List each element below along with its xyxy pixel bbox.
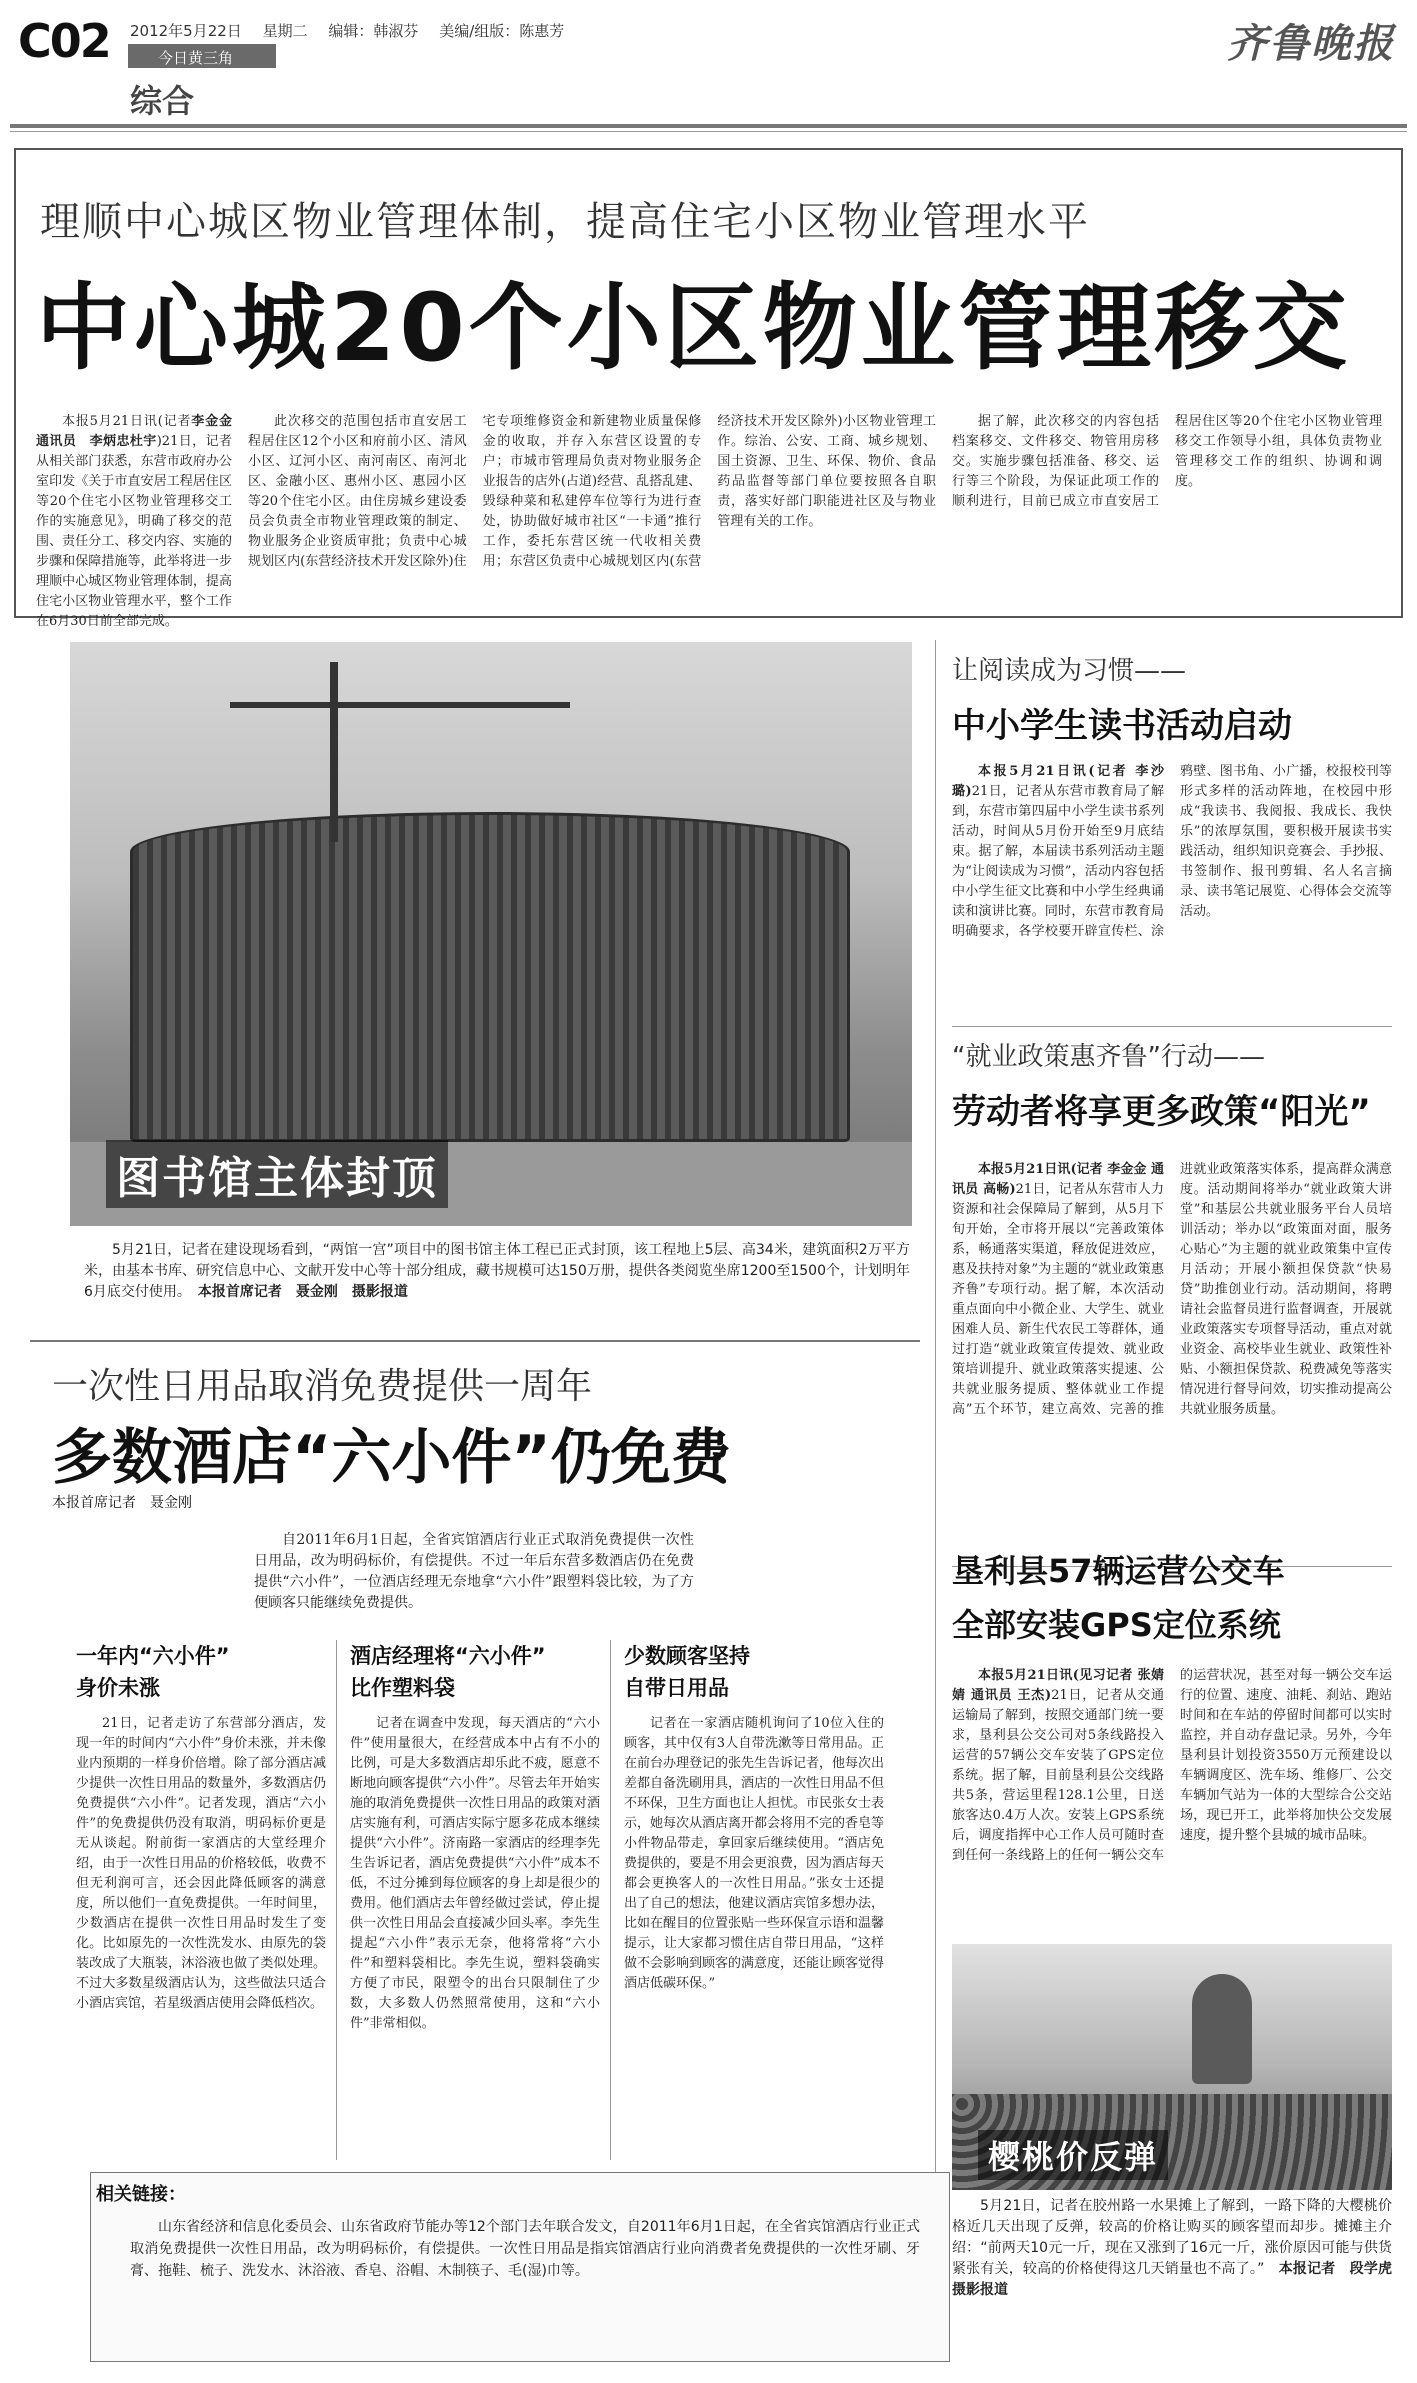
hotel-col3-head-1: 少数顾客坚持 xyxy=(624,1644,750,1668)
hotel-col3-head-2: 自带日用品 xyxy=(624,1676,729,1700)
right-column-divider xyxy=(935,640,936,2350)
library-photo-overlay-title: 图书馆主体封顶 xyxy=(106,1140,448,1208)
lead-byline-prefix: 本报5月21日讯(记者 xyxy=(62,414,192,429)
issue-weekday: 星期二 xyxy=(262,22,308,40)
hotel-story-rule xyxy=(30,1340,920,1342)
page-number: C02 xyxy=(18,14,110,68)
reading-body-text: 21日，记者从东营市教育局了解到，东营市第四届中小学生读书系列活动，时间从5月份开始至9月底结束。据了解，本届读书系列活动主题为“让阅读成为习惯”，活动内容包括中小学生征文比赛和中小学生经典诵读和演讲比赛。同时，东营市教育局明确要求，各学校要开辟宣传栏、涂鸦壁、图书角、小广播，校报校刊等形式多样的活动阵地，在校园中形成“我读书、我阅报、我成长、我快乐”的浓厚氛围，要积极开展读书实践活动，组织知识竞赛会、手抄报、书签制作、报刊剪辑、名人名言摘录、读书笔记展览、心得体会交流等活动。 xyxy=(952,764,1392,939)
hotel-col3-body xyxy=(624,1714,884,2154)
related-link-label: 相关链接： xyxy=(96,2184,186,2205)
hotel-col2-body xyxy=(350,1714,600,2154)
cherry-photo xyxy=(952,1944,1392,2190)
bus-byline: 本报5月21日讯(见习记者 张婧婧 通讯员 王杰) xyxy=(952,1668,1164,1703)
hotel-subtitle: 一次性日用品取消免费提供一周年 xyxy=(52,1366,593,1407)
library-photo xyxy=(70,642,912,1226)
bus-title-line-1: 垦利县57辆运营公交车 xyxy=(952,1552,1285,1590)
masthead-rule-thin xyxy=(10,131,1407,132)
bus-body xyxy=(952,1666,1392,1934)
hotel-summary xyxy=(254,1530,694,1620)
issue-art: 美编/组版：陈惠芳 xyxy=(439,22,565,40)
lead-byline-names: 李金金 通讯员 李炳忠杜宇 xyxy=(36,414,245,449)
employment-title: 劳动者将享更多政策“阳光” xyxy=(952,1092,1371,1132)
hotel-col2-body-text: 记者在调查中发现，每天酒店的“六小件”使用量很大，在经营成本中占有不小的比例，可是大多数酒店却乐此不疲，愿意不断地向顾客提供“六小件”。尽管去年开始实施的取消免费提供一次性日用品的政策对酒店实施有利，可酒店实际宁愿多花成本继续提供“六小件”。济南路一家酒店的经理李先生告诉记者，酒店免费提供“六小件”成本不低，不过分摊到每位顾客的身上却是很少的费用。他们酒店去年曾经做过尝试，停止提供一次性日用品会直接减少回头率。李先生提起“六小件”表示无奈，他将常将“六小件”和塑料袋相比。李先生说，塑料袋确实方便了市民，限塑令的出台只限制住了少数，大多数人仍然照常使用，这和“六小件”非常相似。 xyxy=(350,1716,600,2031)
reading-kicker: 让阅读成为习惯—— xyxy=(952,656,1187,686)
lead-column-3-text: 据了解，此次移交的内容包括档案移交、文件移交、物管用房移交。实施步骤包括准备、移交、运行等三个阶段，为保证此项工作的顺利进行，目前已成立市直安居工程居住区等20个住宅小区物业管理移交工作领导小组，具体负责物业管理移交工作的组织、协调和调度。 xyxy=(952,414,1382,509)
hotel-column-2 xyxy=(350,1640,600,2154)
zone-tag: 今日黄三角 xyxy=(128,44,276,68)
lead-column-1-text: 21日，记者从相关部门获悉，东营市政府办公室印发《关于市直安居工程居住区等20个住宅小区物业管理移交工作的实施意见》，明确了移交的范围、责任分工、移交内容、实施的步骤和保障措施等，此举将进一步理顺中心城区物业管理体制，提高住宅小区物业管理水平，整个工作在6月30日前全部完成。 xyxy=(36,434,232,629)
hotel-col1-body xyxy=(76,1714,326,2154)
hotel-column-3 xyxy=(624,1640,884,2154)
newspaper-logo: 齐鲁晚报 xyxy=(1227,20,1395,67)
crane-mast-shape xyxy=(330,662,338,842)
lead-title: 中心城20个小区物业管理移交 xyxy=(36,274,1351,383)
cherry-caption xyxy=(952,2196,1406,2346)
bus-body-text: 21日，记者从交通运输局了解到，按照交通部门统一要求，垦利县公交公司对5条线路投入运营的57辆公交车安装了GPS定位系统。据了解，目前垦利县公交线路共5条，营运里程128.1公里，日送旅客达0.4万人次。安装上GPS系统后，调度指挥中心工作人员可随时查到任何一条线路上的任何一辆公交车的运营状况，甚至对每一辆公交车运行的位置、速度、油耗、刹站、跑站时间和在车站的停留时间都可以实时监控，并自动存盘记录。另外，今年垦利县计划投资3550万元预建设以车辆调度区、洗车场、维修厂、公交车辆加气站为一体的大型综合公交站场，现已开工，此举将加快公交发展速度，提升整个县城的城市品味。 xyxy=(952,1668,1392,1863)
lead-column-2 xyxy=(248,412,936,602)
employment-kicker: “就业政策惠齐鲁”行动—— xyxy=(952,1042,1265,1072)
crane-jib-shape xyxy=(230,702,570,708)
hotel-col2-head-1: 酒店经理将“六小件” xyxy=(350,1644,546,1668)
employment-body xyxy=(952,1160,1392,1560)
employment-body-text: 21日，记者从东营市人力资源和社会保障局了解到，从5月下旬开始，全市将开展以“完善政策体系，畅通落实渠道，释放促进效应，惠及扶持对象”为主题的“就业政策惠齐鲁”专项行动。据了解，本次活动重点面向中小微企业、大学生、就业困难人员、新生代农民工等群体，通过打造“就业政策宣传提效、就业政策培训提升、就业政策落实提速、公共就业服务提质、整体就业工作提高”五个环节，建立高效、完善的推进就业政策落实体系，提高群众满意度。活动期间将举办“就业政策大讲堂”和基层公共就业服务平台人员培训活动；举办以“政策面对面，服务心贴心”为主题的就业政策集中宣传月活动；开展小额担保贷款“快易贷”助推创业行动。活动期间，将聘请社会监督员进行监督调查，开展就业政策落实专项督导活动，重点对就业资金、高校毕业生就业、政策性补贴、小额担保贷款、税费减免等落实情况进行督导问效，切实推动提高公共就业服务质量。 xyxy=(952,1162,1392,1417)
hotel-byline: 本报首席记者 聂金刚 xyxy=(52,1495,192,1511)
vendor-shape xyxy=(1192,1974,1252,2084)
hotel-title: 多数酒店“六小件”仍免费 xyxy=(52,1423,731,1493)
reading-body xyxy=(952,762,1392,1020)
library-caption-credit: 本报首席记者 聂金刚 摄影报道 xyxy=(197,1284,408,1300)
related-link-text: 山东省经济和信息化委员会、山东省政府节能办等12个部门去年联合发文，自2011年6月1日起，在全省宾馆酒店行业正式取消免费提供一次性日用品，改为明码标价，有偿提供。一次性日用品是指宾馆酒店行业向消费者免费提供的一次性牙刷、牙膏、拖鞋、梳子、洗发水、沐浴液、香皂、浴帽、木制筷子、毛(湿)巾等。 xyxy=(130,2219,920,2279)
hotel-col2-head-2: 比作塑料袋 xyxy=(350,1676,455,1700)
hotel-column-divider-2 xyxy=(610,1640,611,2160)
bus-title-line-2: 全部安装GPS定位系统 xyxy=(952,1606,1281,1644)
reading-rule xyxy=(952,1026,1392,1027)
library-building-shape xyxy=(130,812,850,1142)
hotel-col1-body-text: 21日，记者走访了东营部分酒店，发现一年的时间内“六小件”身价未涨，并未像业内预期的一样身价倍增。除了部分酒店减少提供一次性日用品的数量外，多数酒店仍免费提供“六小件”。记者发现，酒店“六小件”的免费提供仍没有取消，明码标价更是无从谈起。附前街一家酒店的大堂经理介绍，由于一次性日用品的价格较低，收费不但无利润可言，还会因此降低顾客的满意度，所以他们一直免费提供。一年时间里，少数酒店在提供一次性日用品时发生了变化。比如原先的一次性洗发水、由原先的袋装改成了大瓶装，沐浴液也做了类似处理。不过大多数星级酒店认为，这些做法只适合小酒店宾馆，若星级酒店使用会降低档次。 xyxy=(76,1716,326,2011)
hotel-col3-body-text: 记者在一家酒店随机询问了10位入住的顾客，其中仅有3人自带洗漱等日常用品。正在前台办理登记的张先生告诉记者，他每次出差都自备洗刷用具，酒店的一次性日用品不但不环保，卫生方面也让人担忧。市民张女士表示，她每次从酒店离开都会将用不完的香皂等小件物品带走，拿回家后继续使用。“酒店免费提供的，要是不用会更浪费，因为酒店每天都会更换客人的一次性日用品。”张女士还提出了自己的想法，他建议酒店宾馆多想办法，比如在醒目的位置张贴一些环保宣示语和温馨提示，让大家都习惯住店自带日用品，“这样做不会影响到顾客的满意度，还能让顾客觉得酒店低碳环保。” xyxy=(624,1716,885,1991)
lead-column-1: 本报5月21日讯(记者李金金 通讯员 李炳忠杜宇)21日，记者从相关部门获悉，东营市政府办公室印发《关于市直安居工程居住区等20个住宅小区物业管理移交工作的实施意见》，明确了移交的范围、责任分工、移交内容、实施的步骤和保障措施等，此举将进一步理顺中心城区物业管理体制，提高住宅小区物业管理水平，整个工作在6月30日前全部完成。 xyxy=(36,414,245,629)
hotel-column-1 xyxy=(76,1640,326,2154)
related-link-body xyxy=(130,2216,920,2346)
hotel-summary-text: 自2011年6月1日起，全省宾馆酒店行业正式取消免费提供一次性日用品，改为明码标价，有偿提供。不过一年后东营多数酒店仍在免费提供“六小件”，一位酒店经理无奈地拿“六小件”跟塑料袋比较，为了方便顾客只能继续免费提供。 xyxy=(254,1532,694,1611)
employment-byline: 本报5月21日讯(记者 李金金 通讯员 高畅) xyxy=(952,1162,1164,1197)
lead-column-2-text: 此次移交的范围包括市直安居工程居住区12个小区和府前小区、清风小区、辽河小区、南河南区、南河北区、金融小区、惠州小区、惠园小区等20个住宅小区。由住房城乡建设委员会负责全市物业管理政策的制定、物业服务企业资质审批；负责中心城规划区内(东营经济技术开发区除外)住宅专项维修资金和新建物业质量保修金的收取，并存入东营区设置的专户；市城市管理局负责对物业服务企业报告的店外(占道)经营、乱搭乱建、毁绿种菜和私建停车位等行为进行查处，协助做好城市社区“一卡通”推行工作，委托东营区统一代收相关费用；东营区负责中心城规划区内(东营经济技术开发区除外)小区物业管理工作。综治、公安、工商、城乡规划、国土资源、卫生、环保、物价、食品药品监督等部门单位要按照各自职责，落实好部门职能进社区及与物业管理有关的工作。 xyxy=(248,414,936,569)
issue-editor: 编辑：韩淑芬 xyxy=(328,22,419,40)
cherry-photo-overlay-title: 樱桃价反弹 xyxy=(978,2130,1168,2180)
hotel-column-divider-1 xyxy=(336,1640,337,2160)
masthead-rule xyxy=(10,124,1407,128)
reading-title: 中小学生读书活动启动 xyxy=(952,706,1292,746)
hotel-col1-head-1: 一年内“六小件” xyxy=(76,1644,230,1668)
library-caption-text: 5月21日，记者在建设现场看到，“两馆一宫”项目中的图书馆主体工程已正式封顶，该工程地上5层、高34米，建筑面积2万平方米，由基本书库、研究信息中心、文献开发中心等十部分组成，藏书规模可达150万册，提供各类阅览坐席1200至1500个，计划明年6月底交付使用。 xyxy=(84,1242,910,1300)
cherry-caption-text: 5月21日，记者在胶州路一水果摊上了解到，一路下降的大樱桃价格近几天出现了反弹，较高的价格让购买的顾客望而却步。摊摊主介绍：“前两天10元一斤，现在又涨到了16元一斤，涨价原因可能与供货紧张有关，较高的价格使得这几天销量也不高了。” xyxy=(952,2198,1392,2277)
library-caption xyxy=(84,1240,910,1324)
cherry-caption-credit: 本报记者 段学虎 摄影报道 xyxy=(952,2261,1406,2298)
issue-meta xyxy=(130,20,580,41)
lead-subtitle: 理顺中心城区物业管理体制，提高住宅小区物业管理水平 xyxy=(40,199,1090,245)
hotel-col1-head-2: 身价未涨 xyxy=(76,1676,160,1700)
lead-column-3 xyxy=(952,412,1382,602)
reading-byline: 本报5月21日讯(记者 李沙璐) xyxy=(952,764,1164,799)
issue-date: 2012年5月22日 xyxy=(130,22,242,40)
section-name: 综合 xyxy=(130,82,195,120)
